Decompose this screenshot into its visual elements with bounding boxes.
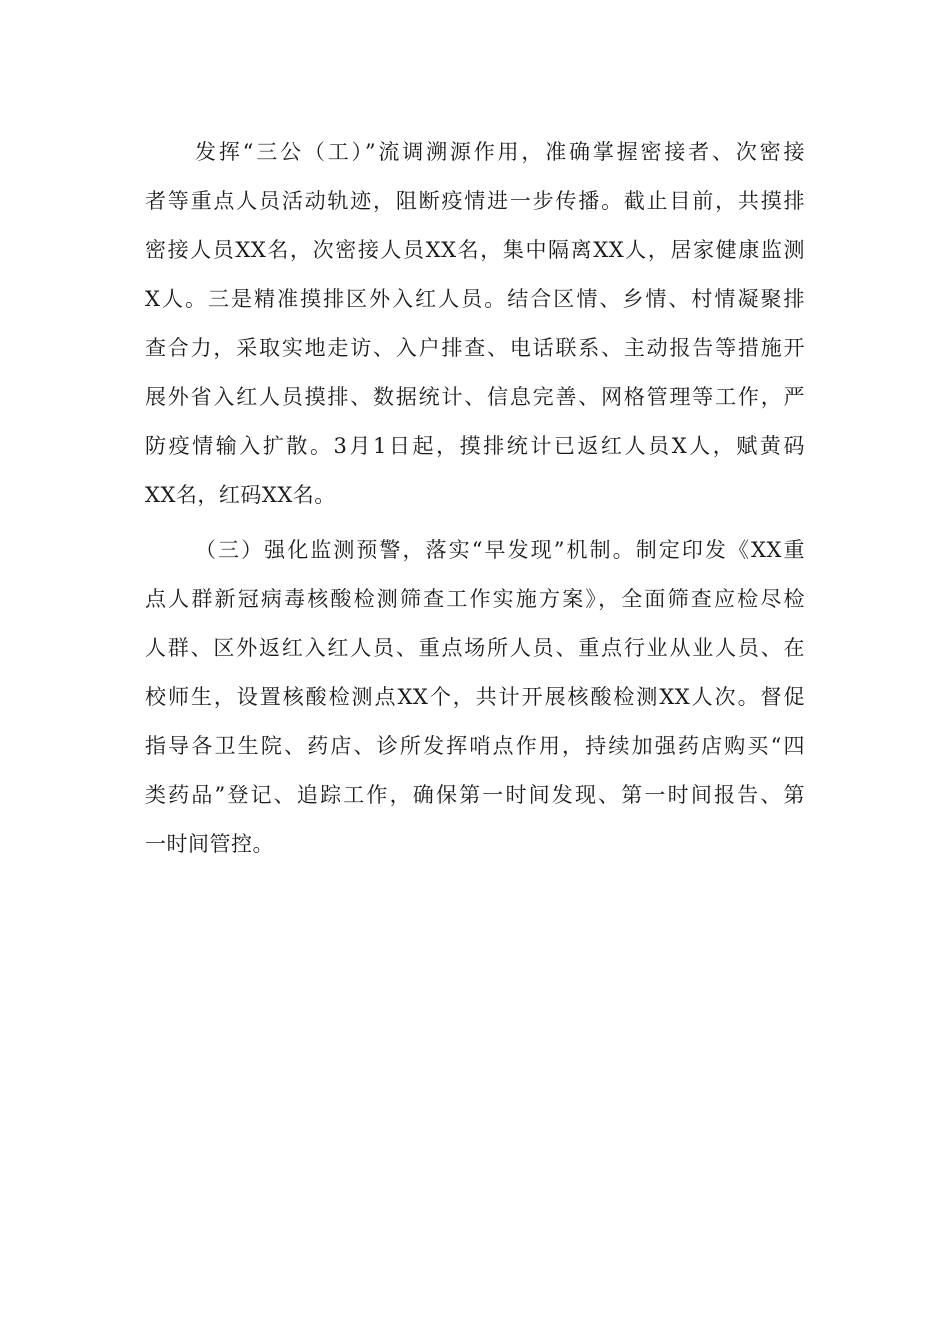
document-body [145, 128, 805, 869]
paragraph-1-line-7: 防疫情输入扩散。3月1日起，摸排统计已返红人员X人，赋黄码 [145, 434, 805, 458]
paragraph-2-line-7: 一时间管控。 [145, 832, 274, 856]
paragraph-1 [145, 128, 805, 520]
paragraph-1-line-2: 者等重点人员活动轨迹，阻断疫情进一步传播。截止目前，共摸排 [145, 189, 805, 213]
paragraph-1-line-3: 密接人员XX名，次密接人员XX名，集中隔离XX人，居家健康监测 [145, 238, 805, 262]
paragraph-2-line-1: （三）强化监测预警，落实“早发现”机制。制定印发《XX重 [195, 538, 805, 562]
paragraph-1-line-4: X人。三是精准摸排区外入红人员。结合区情、乡情、村情凝聚排 [145, 287, 805, 311]
paragraph-2-line-4: 校师生，设置核酸检测点XX个，共计开展核酸检测XX人次。督促 [145, 685, 805, 709]
paragraph-1-line-6: 展外省入红人员摸排、数据统计、信息完善、网格管理等工作，严 [145, 385, 805, 409]
paragraph-2-line-6: 类药品”登记、追踪工作，确保第一时间发现、第一时间报告、第 [145, 783, 805, 807]
paragraph-1-line-1: 发挥“三公（工）”流调溯源作用，准确掌握密接者、次密接 [195, 140, 805, 164]
paragraph-2-line-3: 人群、区外返红入红人员、重点场所人员、重点行业从业人员、在 [145, 636, 805, 660]
paragraph-2-line-5: 指导各卫生院、药店、诊所发挥哨点作用，持续加强药店购买“四 [145, 734, 805, 758]
paragraph-2-line-2: 点人群新冠病毒核酸检测筛查工作实施方案》，全面筛查应检尽检 [145, 587, 805, 611]
paragraph-1-line-8: XX名，红码XX名。 [145, 483, 336, 507]
paragraph-2 [145, 526, 805, 869]
paragraph-1-line-5: 查合力，采取实地走访、入户排查、电话联系、主动报告等措施开 [145, 336, 805, 360]
